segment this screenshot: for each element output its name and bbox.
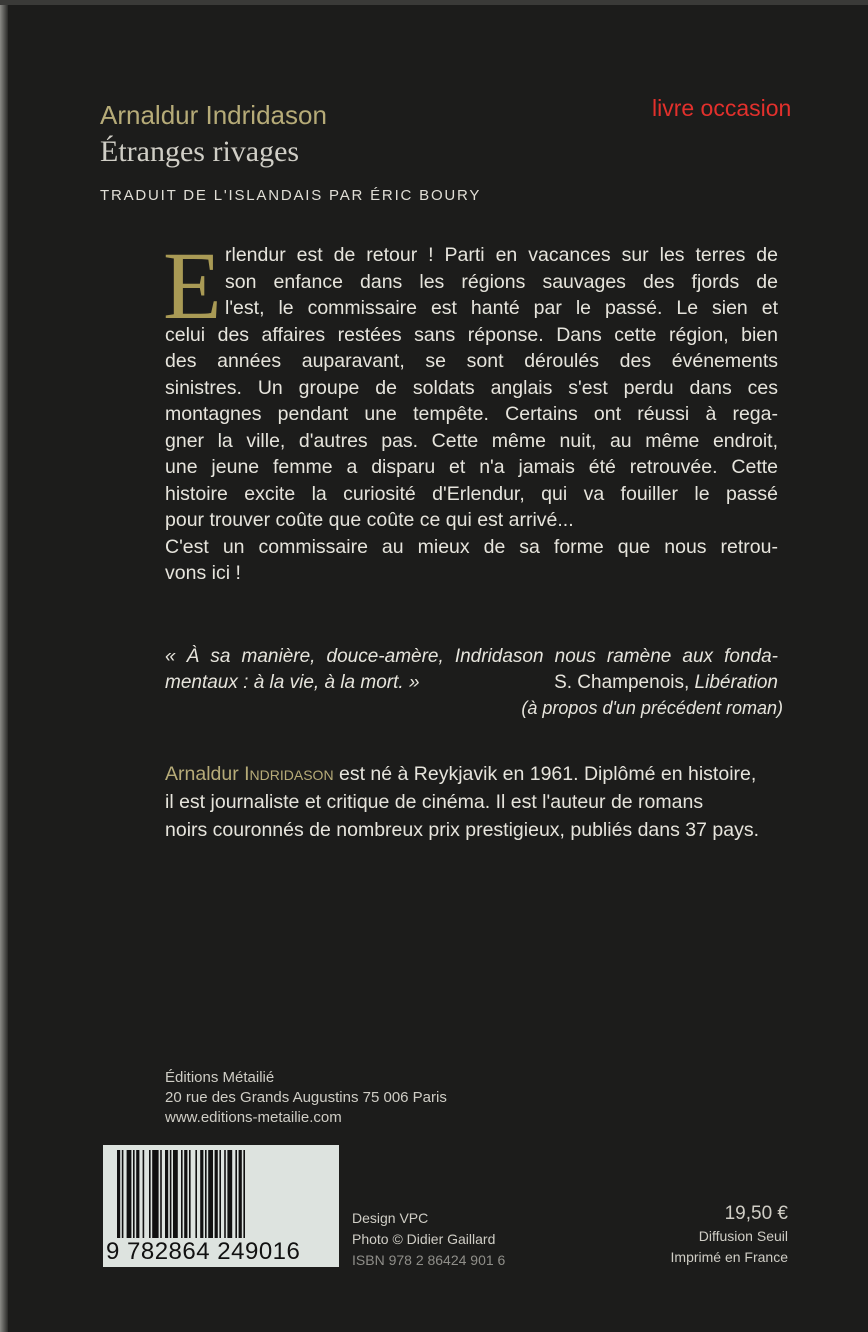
barcode-bar bbox=[208, 1150, 213, 1238]
blurb-line: vons ici ! bbox=[165, 562, 241, 584]
quote-source-author: S. Champenois, bbox=[554, 672, 695, 693]
barcode-number: 9 782864 249016 bbox=[106, 1238, 301, 1265]
barcode-bars bbox=[117, 1150, 329, 1238]
distribution: Diffusion Seuil bbox=[698, 1228, 788, 1244]
blurb-line: sinistres. Un groupe de soldats anglais s'est perdu dans ces bbox=[165, 376, 778, 399]
book-spine-edge bbox=[0, 0, 8, 1332]
book-title: Étranges rivages bbox=[100, 135, 300, 168]
translator-credit: TRADUIT DE L'ISLANDAIS PAR ÉRIC BOURY bbox=[100, 187, 482, 204]
barcode-bar bbox=[184, 1150, 187, 1238]
barcode-bar bbox=[235, 1150, 237, 1238]
publisher-name: Éditions Métailié bbox=[165, 1069, 275, 1086]
barcode-bar bbox=[224, 1150, 226, 1238]
design-credit: Design VPC bbox=[352, 1210, 429, 1226]
top-edge bbox=[0, 0, 868, 5]
barcode-bar bbox=[173, 1150, 178, 1238]
bio-line: il est journaliste et critique de cinéma. Il est l'auteur de romans bbox=[165, 791, 704, 813]
blurb-line: des années auparavant, se sont déroulés des événements bbox=[165, 350, 778, 372]
bio-line: noirs couronnés de nombreux prix prestigieux, publiés dans 37 pays. bbox=[165, 819, 760, 841]
barcode-bar bbox=[143, 1150, 145, 1238]
barcode-bar bbox=[195, 1150, 197, 1238]
bio-name-first: Arnaldur bbox=[165, 763, 245, 785]
barcode-bar bbox=[219, 1150, 221, 1238]
blurb-line: gner la ville, d'autres pas. Cette même nuit, au même endroit, bbox=[165, 429, 778, 452]
barcode-bar bbox=[239, 1150, 242, 1238]
bio-name-last: Indridason bbox=[244, 763, 334, 785]
photo-credit: Photo © Didier Gaillard bbox=[352, 1231, 496, 1247]
barcode-bar bbox=[227, 1150, 232, 1238]
blurb-line: son enfance dans les régions sauvages des fjords de bbox=[225, 270, 778, 293]
barcode-bar bbox=[181, 1150, 183, 1238]
barcode-bar bbox=[117, 1150, 120, 1238]
blurb-line: celui des affaires restées sans réponse. Dans cette région, bien bbox=[165, 323, 778, 346]
barcode-bar bbox=[122, 1150, 124, 1238]
quote-source bbox=[554, 670, 778, 696]
barcode-bar bbox=[127, 1150, 132, 1238]
quote-line: mentaux : à la vie, à la mort. » bbox=[165, 672, 420, 693]
isbn: ISBN 978 2 86424 901 6 bbox=[352, 1252, 506, 1268]
used-book-label: livre occasion bbox=[652, 95, 792, 121]
printed-in: Imprimé en France bbox=[670, 1249, 788, 1265]
publisher-info bbox=[165, 1068, 447, 1128]
author-name: Arnaldur Indridason bbox=[100, 100, 327, 130]
barcode-bar bbox=[189, 1150, 191, 1238]
barcode-bar bbox=[136, 1150, 139, 1238]
blurb-line: C'est un commissaire au mieux de sa forme que nous retrou- bbox=[165, 535, 778, 558]
blurb-line: montagnes pendant une tempête. Certains ont réussi à rega- bbox=[165, 403, 778, 425]
price: 19,50 € bbox=[724, 1203, 788, 1224]
author-bio bbox=[165, 760, 795, 844]
publisher-address: 20 rue des Grands Augustins 75 006 Paris bbox=[165, 1089, 447, 1106]
blurb-text bbox=[165, 242, 778, 587]
barcode-bar bbox=[205, 1150, 207, 1238]
barcode-bar bbox=[200, 1150, 203, 1238]
blurb-line: pour trouver coûte que coûte ce qui est arrivé... bbox=[165, 509, 574, 531]
barcode-bar bbox=[215, 1150, 218, 1238]
publisher-website: www.editions-metailie.com bbox=[165, 1109, 342, 1126]
barcode-bar bbox=[170, 1150, 172, 1238]
quote-note: (à propos d'un précédent roman) bbox=[521, 698, 783, 718]
barcode-bar bbox=[160, 1150, 162, 1238]
barcode-bar bbox=[243, 1150, 245, 1238]
bio-line: est né à Reykjavik en 1961. Diplômé en histoire, bbox=[333, 763, 757, 785]
blurb-line: l'est, le commissaire est hanté par le passé. Le sien et bbox=[225, 297, 778, 319]
blurb-line: histoire excite la curiosité d'Erlendur, qui va fouiller le passé bbox=[165, 482, 778, 505]
barcode-bar bbox=[149, 1150, 151, 1238]
quote-source-publication: Libération bbox=[694, 672, 778, 693]
blurb-line: rlendur est de retour ! Parti en vacances sur les terres de bbox=[225, 244, 778, 266]
barcode-bar bbox=[152, 1150, 158, 1238]
blurb-line: une jeune femme a disparu et n'a jamais été retrouvée. Cette bbox=[165, 456, 778, 478]
price-block bbox=[671, 1202, 788, 1268]
credits bbox=[352, 1208, 505, 1271]
drop-cap: E bbox=[163, 232, 222, 339]
barcode bbox=[103, 1145, 339, 1267]
barcode-bar bbox=[133, 1150, 135, 1238]
barcode-bar bbox=[165, 1150, 168, 1238]
quote-line: « À sa manière, douce-amère, Indridason nous ramène aux fonda- bbox=[165, 646, 778, 667]
